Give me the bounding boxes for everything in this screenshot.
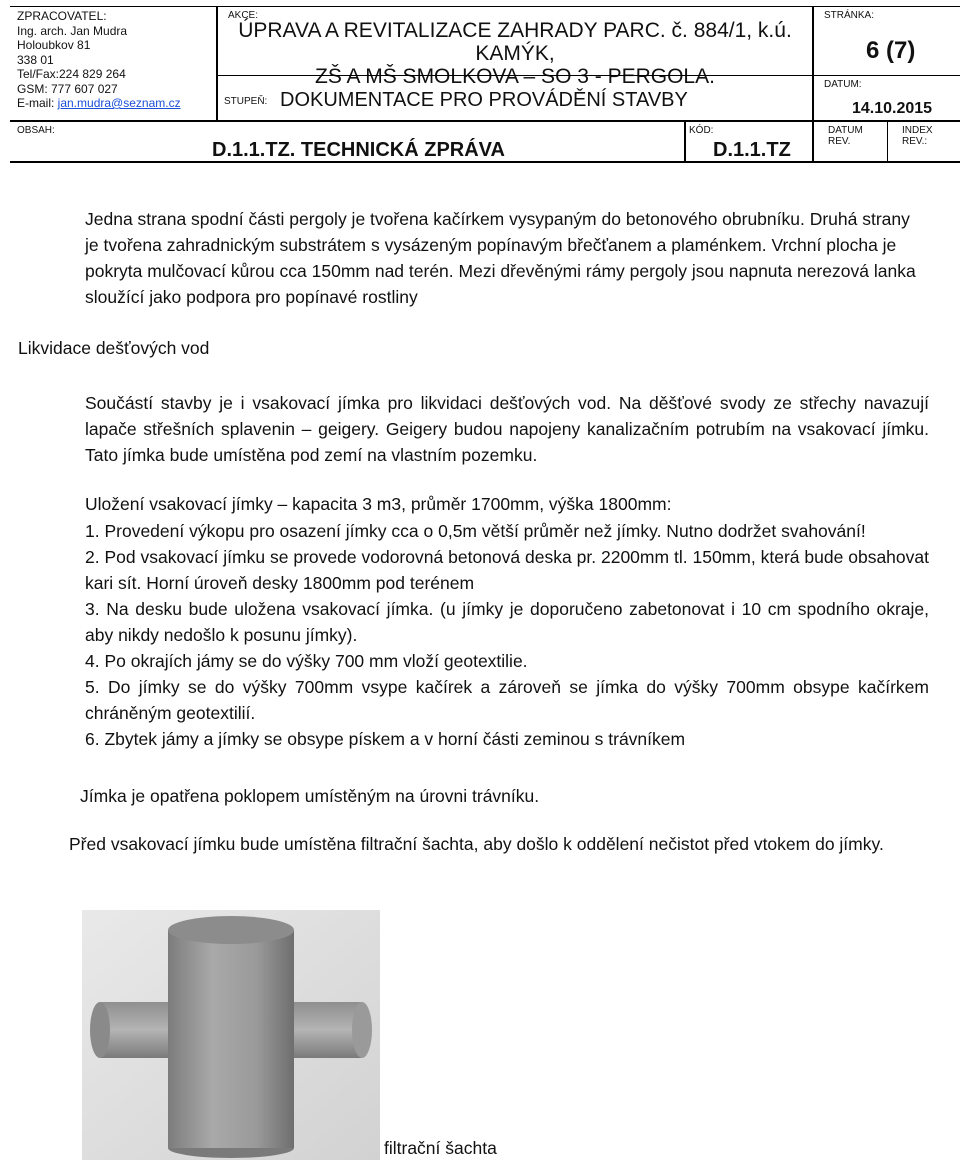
index-rev-label: INDEX REV.:	[902, 125, 933, 147]
author-phone: Tel/Fax:224 829 264	[17, 67, 126, 81]
akce-label: AKCE:	[228, 10, 259, 21]
right-pipe	[292, 1002, 362, 1058]
datum-value: 14.10.2015	[852, 100, 933, 117]
stupen-value: DOKUMENTACE PRO PROVÁDĚNÍ STAVBY	[280, 89, 688, 111]
step-item: 3. Na desku bude uložena vsakovací jímka. (u jímky je doporučeno zabetonovat i 10 cm spodního okraje, aby nikdy nedošlo k posunu jímky).	[85, 599, 929, 645]
datum-label: DATUM:	[824, 79, 862, 90]
revision-index-cell	[888, 120, 960, 161]
storage-title: Uložení vsakovací jímky – kapacita 3 m3, průměr 1700mm, výška 1800mm:	[85, 494, 672, 514]
stupen-label: STUPEŇ:	[224, 96, 268, 107]
shaft-body	[168, 930, 294, 1148]
cover-note: Jímka je opatřena poklopem umístěným na úrovni trávníku.	[80, 786, 540, 806]
drainage-paragraph: Součástí stavby je i vsakovací jímka pro likvidaci dešťových vod. Na děšťové svody ze střechy navazují lapače střešních splavenin – geigery. Geigery budou napojeny kanalizačním potrubím na vsakovací jímku. Tato jímka bude umístěna pod zemí na vlastním pozemku.	[85, 393, 929, 465]
shaft-bottom-fill	[168, 1138, 294, 1148]
contents-cell	[10, 120, 686, 161]
code-cell	[686, 120, 814, 161]
image-caption: filtrační šachta	[384, 1138, 497, 1158]
step-item: 6. Zbytek jámy a jímky se obsype pískem a v horní části zeminou s trávníkem	[85, 729, 686, 749]
author-gsm: GSM: 777 607 027	[17, 81, 118, 96]
project-cell	[218, 7, 814, 88]
page-number: 6 (7)	[866, 37, 916, 64]
filter-note: Před vsakovací jímku bude umístěna filtrační šachta, aby došlo k oddělení nečistot před vtokem do jímky.	[69, 834, 884, 854]
author-name: Ing. arch. Jan Mudra	[17, 23, 128, 38]
shaft-top	[168, 916, 294, 944]
project-title-line2: ZŠ A MŠ SMOLKOVA – SO 3 - PERGOLA.	[315, 65, 715, 88]
filter-shaft-image	[82, 910, 380, 1160]
author-zip: 338 01	[17, 52, 54, 67]
project-title-line1: ÚPRAVA A REVITALIZACE ZAHRADY PARC. č. 884/1, k.ú. KAMÝK,	[238, 19, 792, 65]
title-block	[10, 6, 960, 163]
kod-value: D.1.1.TZ	[713, 139, 791, 161]
step-item: 1. Provedení výkopu pro osazení jímky cca o 0,5m větší průměr než jímky. Nutno dodržet svahování!	[85, 521, 866, 541]
date-cell	[814, 75, 960, 120]
step-item: 5. Do jímky se do výšky 700mm vsype kačírek a zároveň se jímka do výšky 700mm obsype kačírkem chráněným geotextilií.	[85, 677, 929, 723]
page-cell	[814, 7, 960, 75]
author-label: ZPRACOVATEL:	[17, 9, 107, 23]
stranka-label: STRÁNKA:	[824, 10, 875, 21]
section-heading: Likvidace dešťových vod	[18, 338, 210, 358]
datum-rev-label: DATUM REV.	[828, 125, 863, 147]
author-street: Holoubkov 81	[17, 38, 91, 52]
obsah-value: D.1.1.TZ. TECHNICKÁ ZPRÁVA	[212, 139, 505, 161]
email-prefix: E-mail:	[17, 96, 58, 110]
kod-label: KÓD:	[689, 125, 714, 136]
step-item: 2. Pod vsakovací jímku se provede vodorovná betonová deska pr. 2200mm tl. 150mm, která bude obsahovat kari sít. Horní úroveň desky 1800mm pod terénem	[85, 547, 929, 593]
filter-shaft-drawing	[82, 910, 380, 1160]
revision-date-cell	[814, 120, 888, 161]
email-link[interactable]: jan.mudra@seznam.cz	[57, 96, 181, 110]
author-block	[10, 7, 218, 120]
steps-list	[85, 518, 929, 752]
step-item: 4. Po okrajích jámy se do výšky 700 mm vloží geotextilie.	[85, 651, 528, 671]
right-pipe-end	[352, 1002, 372, 1058]
stage-cell	[218, 75, 814, 120]
left-pipe-end	[90, 1002, 110, 1058]
pergola-paragraph: Jedna strana spodní části pergoly je tvořena kačírkem vysypaným do betonového obrubníku. Druhá strany je tvořena zahradnickým substrátem s vysázeným popínavým břečťanem a plaménkem. Vrchní plocha je pokryta mulčovací kůrou cca 150mm nad terén. Mezi dřevěnými rámy pergoly jsou napnuta nerezová lanka sloužící jako podpora pro popínavé rostliny	[85, 209, 916, 307]
author-email-row	[17, 96, 216, 111]
left-pipe	[100, 1002, 170, 1058]
obsah-label: OBSAH:	[17, 125, 55, 136]
